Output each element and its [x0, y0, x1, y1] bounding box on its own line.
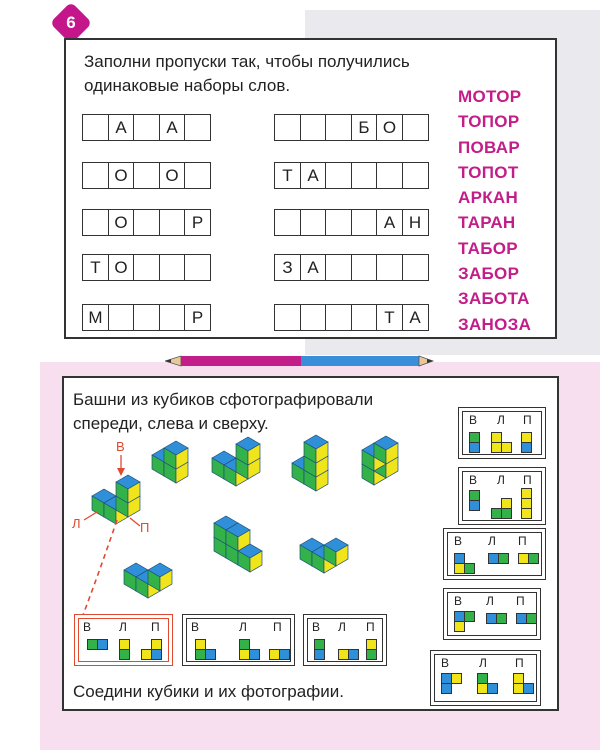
photo-card-7[interactable] — [430, 650, 541, 706]
photo-square — [526, 613, 537, 624]
photo-label-right: П — [515, 656, 524, 670]
photo-card-4[interactable] — [458, 467, 546, 525]
letter-cell[interactable]: А — [159, 114, 186, 141]
photo-label-right: П — [151, 620, 160, 634]
photo-label-top: В — [454, 534, 463, 548]
photo-label-left: Л — [488, 534, 496, 548]
photo-square — [469, 500, 480, 511]
photo-square — [496, 613, 507, 624]
photo-square — [451, 673, 462, 684]
photo-label-right: П — [523, 413, 532, 427]
photo-square — [464, 563, 475, 574]
photo-label-top: В — [469, 473, 478, 487]
photo-square — [464, 611, 475, 622]
photo-label-top: В — [83, 620, 92, 634]
photo-label-top: В — [469, 413, 478, 427]
letter-cell[interactable]: О — [159, 162, 186, 189]
tower-7[interactable] — [124, 563, 172, 598]
photo-square — [249, 649, 260, 660]
word-item: ЗАНОЗА — [458, 314, 532, 334]
letter-cell[interactable]: А — [300, 162, 327, 189]
letter-cell[interactable]: Н — [402, 209, 429, 236]
task1-instruction-line1: Заполни пропуски так, чтобы получились — [84, 52, 410, 71]
photo-square — [205, 649, 216, 660]
photo-label-right: П — [523, 473, 532, 487]
photo-square — [521, 442, 532, 453]
task1-instruction-line2: одинаковые наборы слов. — [84, 76, 291, 95]
tower-2[interactable] — [212, 437, 260, 486]
example-label-top: В — [116, 439, 125, 454]
photo-card-5[interactable] — [443, 528, 546, 580]
photo-square — [521, 508, 532, 519]
photo-card-example[interactable] — [74, 614, 173, 666]
photo-square — [366, 639, 377, 650]
photo-square — [469, 442, 480, 453]
photo-card-3[interactable] — [458, 407, 546, 459]
word-item: АРКАН — [458, 188, 519, 208]
letter-cell[interactable]: О — [108, 162, 135, 189]
photo-label-left: Л — [119, 620, 127, 634]
word-item: ТАБОР — [458, 238, 518, 258]
letter-cell[interactable]: О — [108, 254, 135, 281]
tower-3[interactable] — [292, 435, 328, 491]
photo-square — [501, 508, 512, 519]
tower-1[interactable] — [152, 441, 188, 483]
task-number: 6 — [66, 13, 76, 32]
letter-cell[interactable]: З — [274, 254, 301, 281]
example-arrow-left — [84, 512, 97, 520]
photo-label-top: В — [454, 594, 463, 608]
example-label-right: П — [140, 520, 150, 535]
word-item: МОТОР — [458, 87, 522, 106]
letter-cell[interactable]: Б — [351, 114, 378, 141]
photo-label-right: П — [273, 620, 282, 634]
tower-5[interactable] — [214, 516, 262, 572]
letter-cell[interactable]: Т — [82, 254, 109, 281]
word-item: ТОПОТ — [458, 162, 519, 182]
letter-cell[interactable]: А — [376, 209, 403, 236]
photo-square — [523, 683, 534, 694]
photo-label-right: П — [366, 620, 375, 634]
word-item: ЗАБОТА — [458, 289, 530, 309]
example-arrow-top — [117, 455, 125, 476]
photo-label-left: Л — [479, 656, 487, 670]
photo-square — [501, 442, 512, 453]
photo-label-left: Л — [338, 620, 346, 634]
photo-square — [119, 649, 130, 660]
photo-card-2[interactable] — [303, 614, 387, 666]
example-tower[interactable] — [92, 475, 140, 524]
photo-square — [528, 553, 539, 564]
photo-label-right: П — [518, 534, 527, 548]
letter-cell[interactable]: Т — [274, 162, 301, 189]
photo-square — [151, 639, 162, 650]
photo-label-left: Л — [497, 413, 505, 427]
example-label-left: Л — [72, 516, 81, 531]
task2-instruction-line2: спереди, слева и сверху. — [73, 414, 269, 433]
letter-cell[interactable]: А — [108, 114, 135, 141]
letter-cell[interactable]: А — [402, 304, 429, 331]
letter-cell[interactable]: О — [108, 209, 135, 236]
photo-square — [454, 621, 465, 632]
photo-label-left: Л — [497, 473, 505, 487]
photo-label-top: В — [191, 620, 200, 634]
letter-cell[interactable]: А — [300, 254, 327, 281]
example-connector-line — [83, 520, 117, 615]
photo-square — [366, 649, 377, 660]
photo-square — [441, 683, 452, 694]
word-item: ТАРАН — [458, 213, 516, 233]
photo-label-left: Л — [486, 594, 494, 608]
task2-instruction-line1: Башни из кубиков сфотографировали — [73, 390, 374, 409]
photo-label-top: В — [441, 656, 450, 670]
photo-card-6[interactable] — [443, 588, 541, 640]
photo-square — [279, 649, 290, 660]
photo-label-left: Л — [239, 620, 247, 634]
word-item: ЗАБОР — [458, 264, 520, 284]
letter-cell[interactable]: Р — [184, 209, 211, 236]
letter-cell[interactable]: Р — [184, 304, 211, 331]
photo-square — [314, 649, 325, 660]
letter-cell[interactable]: О — [376, 114, 403, 141]
photo-label-top: В — [312, 620, 321, 634]
example-arrow-right — [130, 518, 140, 526]
photo-card-1[interactable] — [182, 614, 295, 666]
tower-4[interactable] — [362, 436, 398, 485]
photo-square — [348, 649, 359, 660]
letter-cell[interactable]: М — [82, 304, 109, 331]
photo-square — [151, 649, 162, 660]
photo-square — [97, 639, 108, 650]
word-item: ПОВАР — [458, 137, 520, 157]
photo-label-right: П — [516, 594, 525, 608]
word-item: ТОПОР — [458, 112, 520, 132]
task2-bottom-instruction: Соедини кубики и их фотографии. — [73, 682, 344, 701]
photo-square — [487, 683, 498, 694]
letter-cell[interactable]: Т — [376, 304, 403, 331]
photo-square — [498, 553, 509, 564]
tower-6[interactable] — [300, 538, 348, 573]
